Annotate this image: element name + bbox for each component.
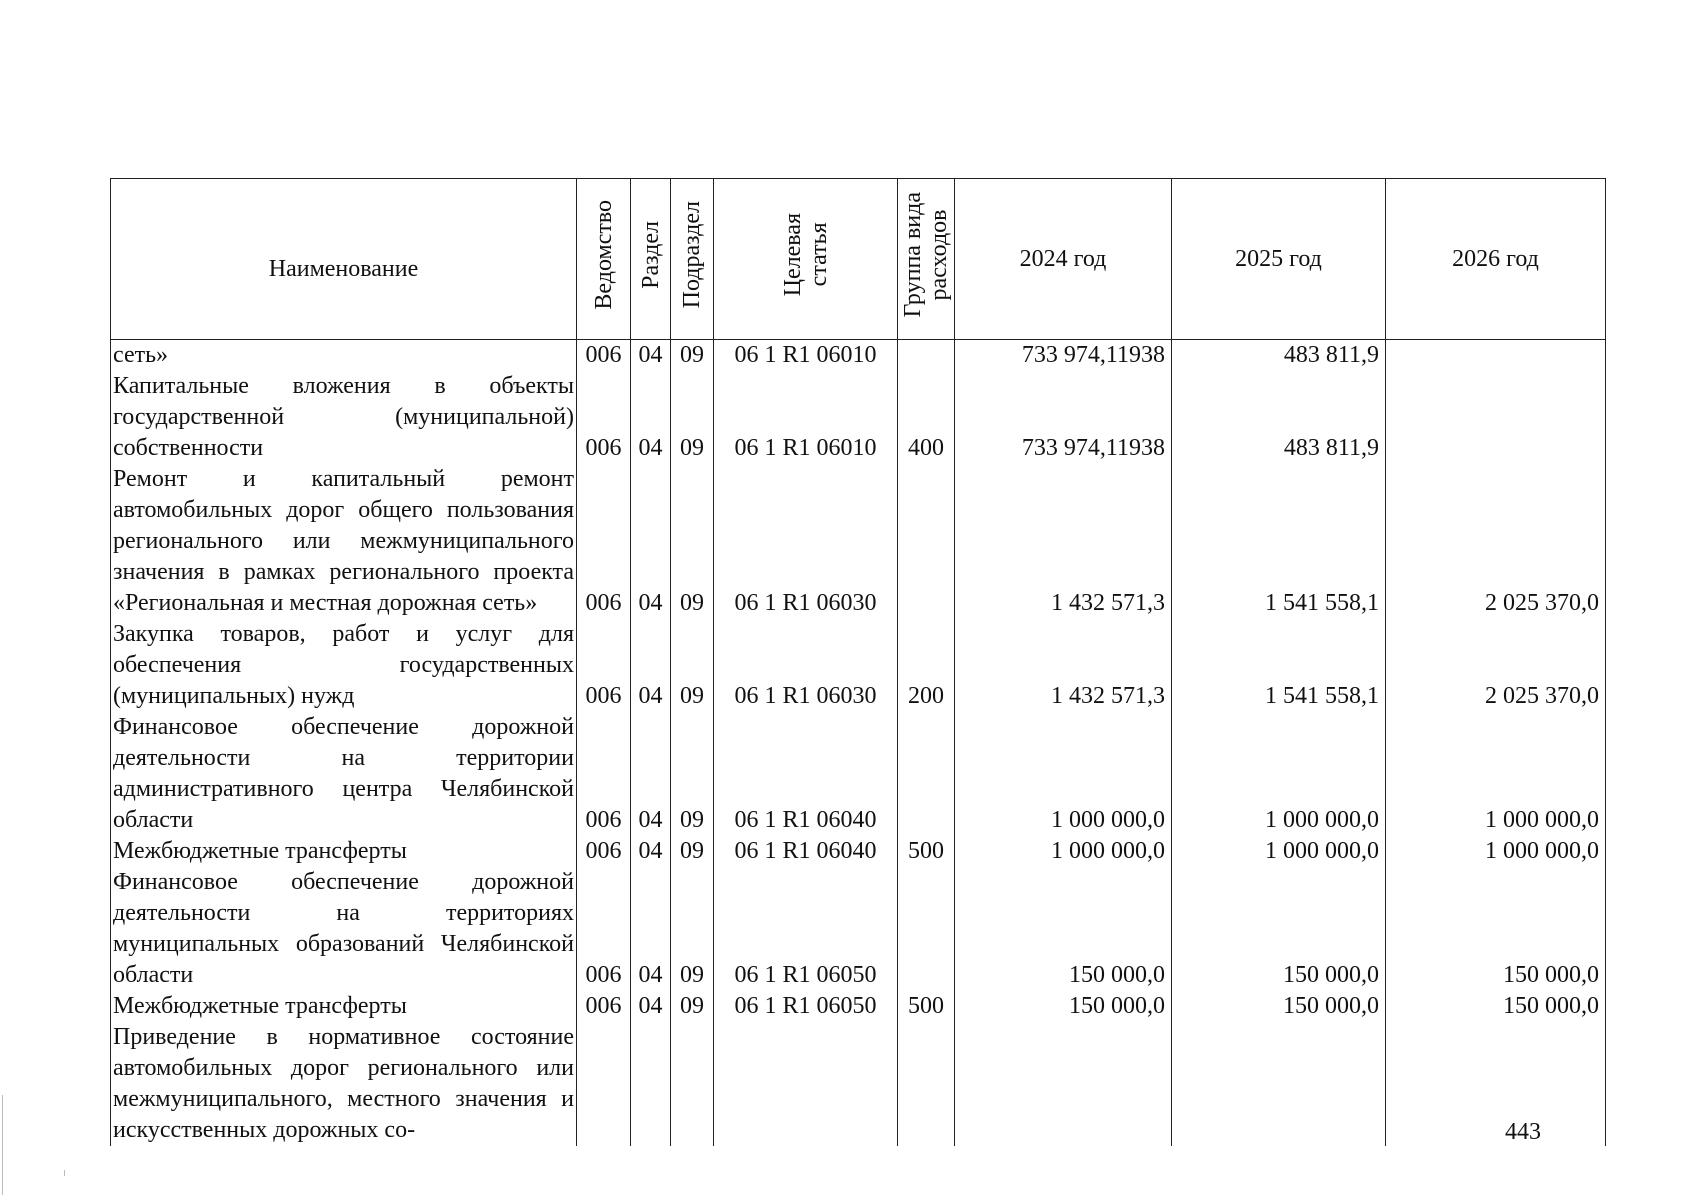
header-year-2024	[955, 179, 1172, 340]
row-amount-2024: 1 432 571,3	[955, 464, 1172, 619]
row-amount-2025	[1172, 1022, 1386, 1146]
budget-table	[110, 178, 1606, 1146]
table-row	[111, 836, 1606, 867]
row-section: 04	[631, 991, 671, 1022]
header-department	[577, 179, 631, 340]
row-department: 006	[577, 991, 631, 1022]
row-amount-2026: 2 025 370,0	[1386, 464, 1606, 619]
header-subsection	[671, 179, 714, 340]
table-header-row	[111, 179, 1606, 340]
row-amount-2024: 733 974,11938	[955, 371, 1172, 464]
row-department: 006	[577, 340, 631, 372]
row-subsection: 09	[671, 371, 714, 464]
table-row	[111, 991, 1606, 1022]
row-section: 04	[631, 867, 671, 991]
row-expense-group	[898, 712, 955, 836]
header-group-line1: Группа вида	[900, 191, 926, 318]
row-amount-2026: 2 025 370,0	[1386, 619, 1606, 712]
row-subsection: 09	[671, 340, 714, 372]
row-amount-2024: 150 000,0	[955, 867, 1172, 991]
header-expense-group	[898, 179, 955, 340]
header-target-article-label	[780, 213, 832, 296]
header-department-label: Ведомство	[590, 199, 617, 310]
row-amount-2025: 150 000,0	[1172, 867, 1386, 991]
row-amount-2026: 1 000 000,0	[1386, 836, 1606, 867]
header-name-label: Наименование	[268, 255, 419, 282]
header-target-line1: Целевая	[779, 212, 806, 297]
header-year-2026	[1386, 179, 1606, 340]
header-year-2026-label: 2026 год	[1452, 245, 1539, 272]
row-amount-2026	[1386, 340, 1606, 372]
row-section	[631, 1022, 671, 1146]
row-amount-2025: 1 000 000,0	[1172, 836, 1386, 867]
row-target-article: 06 1 R1 06040	[714, 836, 898, 867]
table-row	[111, 1022, 1606, 1146]
row-name: Межбюджетные трансферты	[111, 836, 577, 867]
row-expense-group: 200	[898, 619, 955, 712]
row-name: Финансовое обеспечение дорожной деятельности на территориях муниципальных образований Челябинской области	[111, 867, 577, 991]
row-expense-group	[898, 464, 955, 619]
row-amount-2026	[1386, 1022, 1606, 1146]
row-target-article	[714, 1022, 898, 1146]
row-target-article: 06 1 R1 06010	[714, 340, 898, 372]
row-department	[577, 1022, 631, 1146]
header-section-label: Раздел	[637, 220, 664, 289]
header-subsection-label: Подраздел	[679, 200, 705, 309]
row-amount-2024: 733 974,11938	[955, 340, 1172, 372]
row-amount-2024	[955, 1022, 1172, 1146]
row-amount-2025: 1 541 558,1	[1172, 464, 1386, 619]
header-expense-group-label	[900, 192, 952, 317]
row-target-article: 06 1 R1 06050	[714, 867, 898, 991]
row-amount-2026: 1 000 000,0	[1386, 712, 1606, 836]
row-name: Капитальные вложения в объекты государственной (муниципальной) собственности	[111, 371, 577, 464]
page-number: 443	[1505, 1119, 1541, 1145]
scan-edge-mark	[2, 1095, 3, 1195]
row-amount-2025: 1 000 000,0	[1172, 712, 1386, 836]
header-section	[631, 179, 671, 340]
row-department: 006	[577, 371, 631, 464]
row-amount-2025: 483 811,9	[1172, 371, 1386, 464]
row-expense-group	[898, 1022, 955, 1146]
row-amount-2025: 483 811,9	[1172, 340, 1386, 372]
scan-edge-mark	[64, 1170, 65, 1176]
row-expense-group	[898, 867, 955, 991]
row-department: 006	[577, 867, 631, 991]
table-row	[111, 340, 1606, 372]
row-amount-2026: 150 000,0	[1386, 991, 1606, 1022]
row-name: Закупка товаров, работ и услуг для обеспечения государственных (муниципальных) нужд	[111, 619, 577, 712]
row-expense-group: 400	[898, 371, 955, 464]
row-subsection: 09	[671, 867, 714, 991]
row-subsection: 09	[671, 712, 714, 836]
table-row	[111, 464, 1606, 619]
row-amount-2026	[1386, 371, 1606, 464]
table-row	[111, 867, 1606, 991]
row-amount-2025: 150 000,0	[1172, 991, 1386, 1022]
row-target-article: 06 1 R1 06030	[714, 464, 898, 619]
row-subsection: 09	[671, 991, 714, 1022]
table-row	[111, 371, 1606, 464]
row-department: 006	[577, 836, 631, 867]
table-row	[111, 712, 1606, 836]
header-name	[111, 179, 577, 340]
row-section: 04	[631, 619, 671, 712]
header-target-line2: статья	[805, 222, 832, 287]
row-name: сеть»	[111, 340, 577, 372]
row-amount-2024: 1 000 000,0	[955, 836, 1172, 867]
row-target-article: 06 1 R1 06050	[714, 991, 898, 1022]
row-department: 006	[577, 464, 631, 619]
row-target-article: 06 1 R1 06030	[714, 619, 898, 712]
row-subsection: 09	[671, 619, 714, 712]
row-target-article: 06 1 R1 06040	[714, 712, 898, 836]
row-name: Приведение в нормативное состояние автомобильных дорог регионального или межмуниципального, местного значения и искусственных дорожных со-	[111, 1022, 577, 1146]
header-target-article	[714, 179, 898, 340]
table-row	[111, 619, 1606, 712]
row-section: 04	[631, 340, 671, 372]
header-year-2025	[1172, 179, 1386, 340]
row-name: Финансовое обеспечение дорожной деятельности на территории административного центра Челябинской области	[111, 712, 577, 836]
row-expense-group: 500	[898, 836, 955, 867]
row-subsection	[671, 1022, 714, 1146]
header-year-2024-label: 2024 год	[1019, 245, 1107, 272]
row-subsection: 09	[671, 464, 714, 619]
row-name: Ремонт и капитальный ремонт автомобильных дорог общего пользования регионального или межмуниципального значения в рамках регионального проекта «Региональная и местная дорожная сеть»	[111, 464, 577, 619]
row-section: 04	[631, 464, 671, 619]
row-amount-2024: 150 000,0	[955, 991, 1172, 1022]
row-section: 04	[631, 371, 671, 464]
row-amount-2026: 150 000,0	[1386, 867, 1606, 991]
header-year-2025-label: 2025 год	[1235, 245, 1322, 272]
row-department: 006	[577, 619, 631, 712]
row-target-article: 06 1 R1 06010	[714, 371, 898, 464]
row-section: 04	[631, 836, 671, 867]
row-section: 04	[631, 712, 671, 836]
row-department: 006	[577, 712, 631, 836]
row-amount-2024: 1 432 571,3	[955, 619, 1172, 712]
row-amount-2024: 1 000 000,0	[955, 712, 1172, 836]
row-amount-2025: 1 541 558,1	[1172, 619, 1386, 712]
header-group-line2: расходов	[926, 209, 952, 300]
row-subsection: 09	[671, 836, 714, 867]
row-expense-group: 500	[898, 991, 955, 1022]
row-expense-group	[898, 340, 955, 372]
row-name: Межбюджетные трансферты	[111, 991, 577, 1022]
